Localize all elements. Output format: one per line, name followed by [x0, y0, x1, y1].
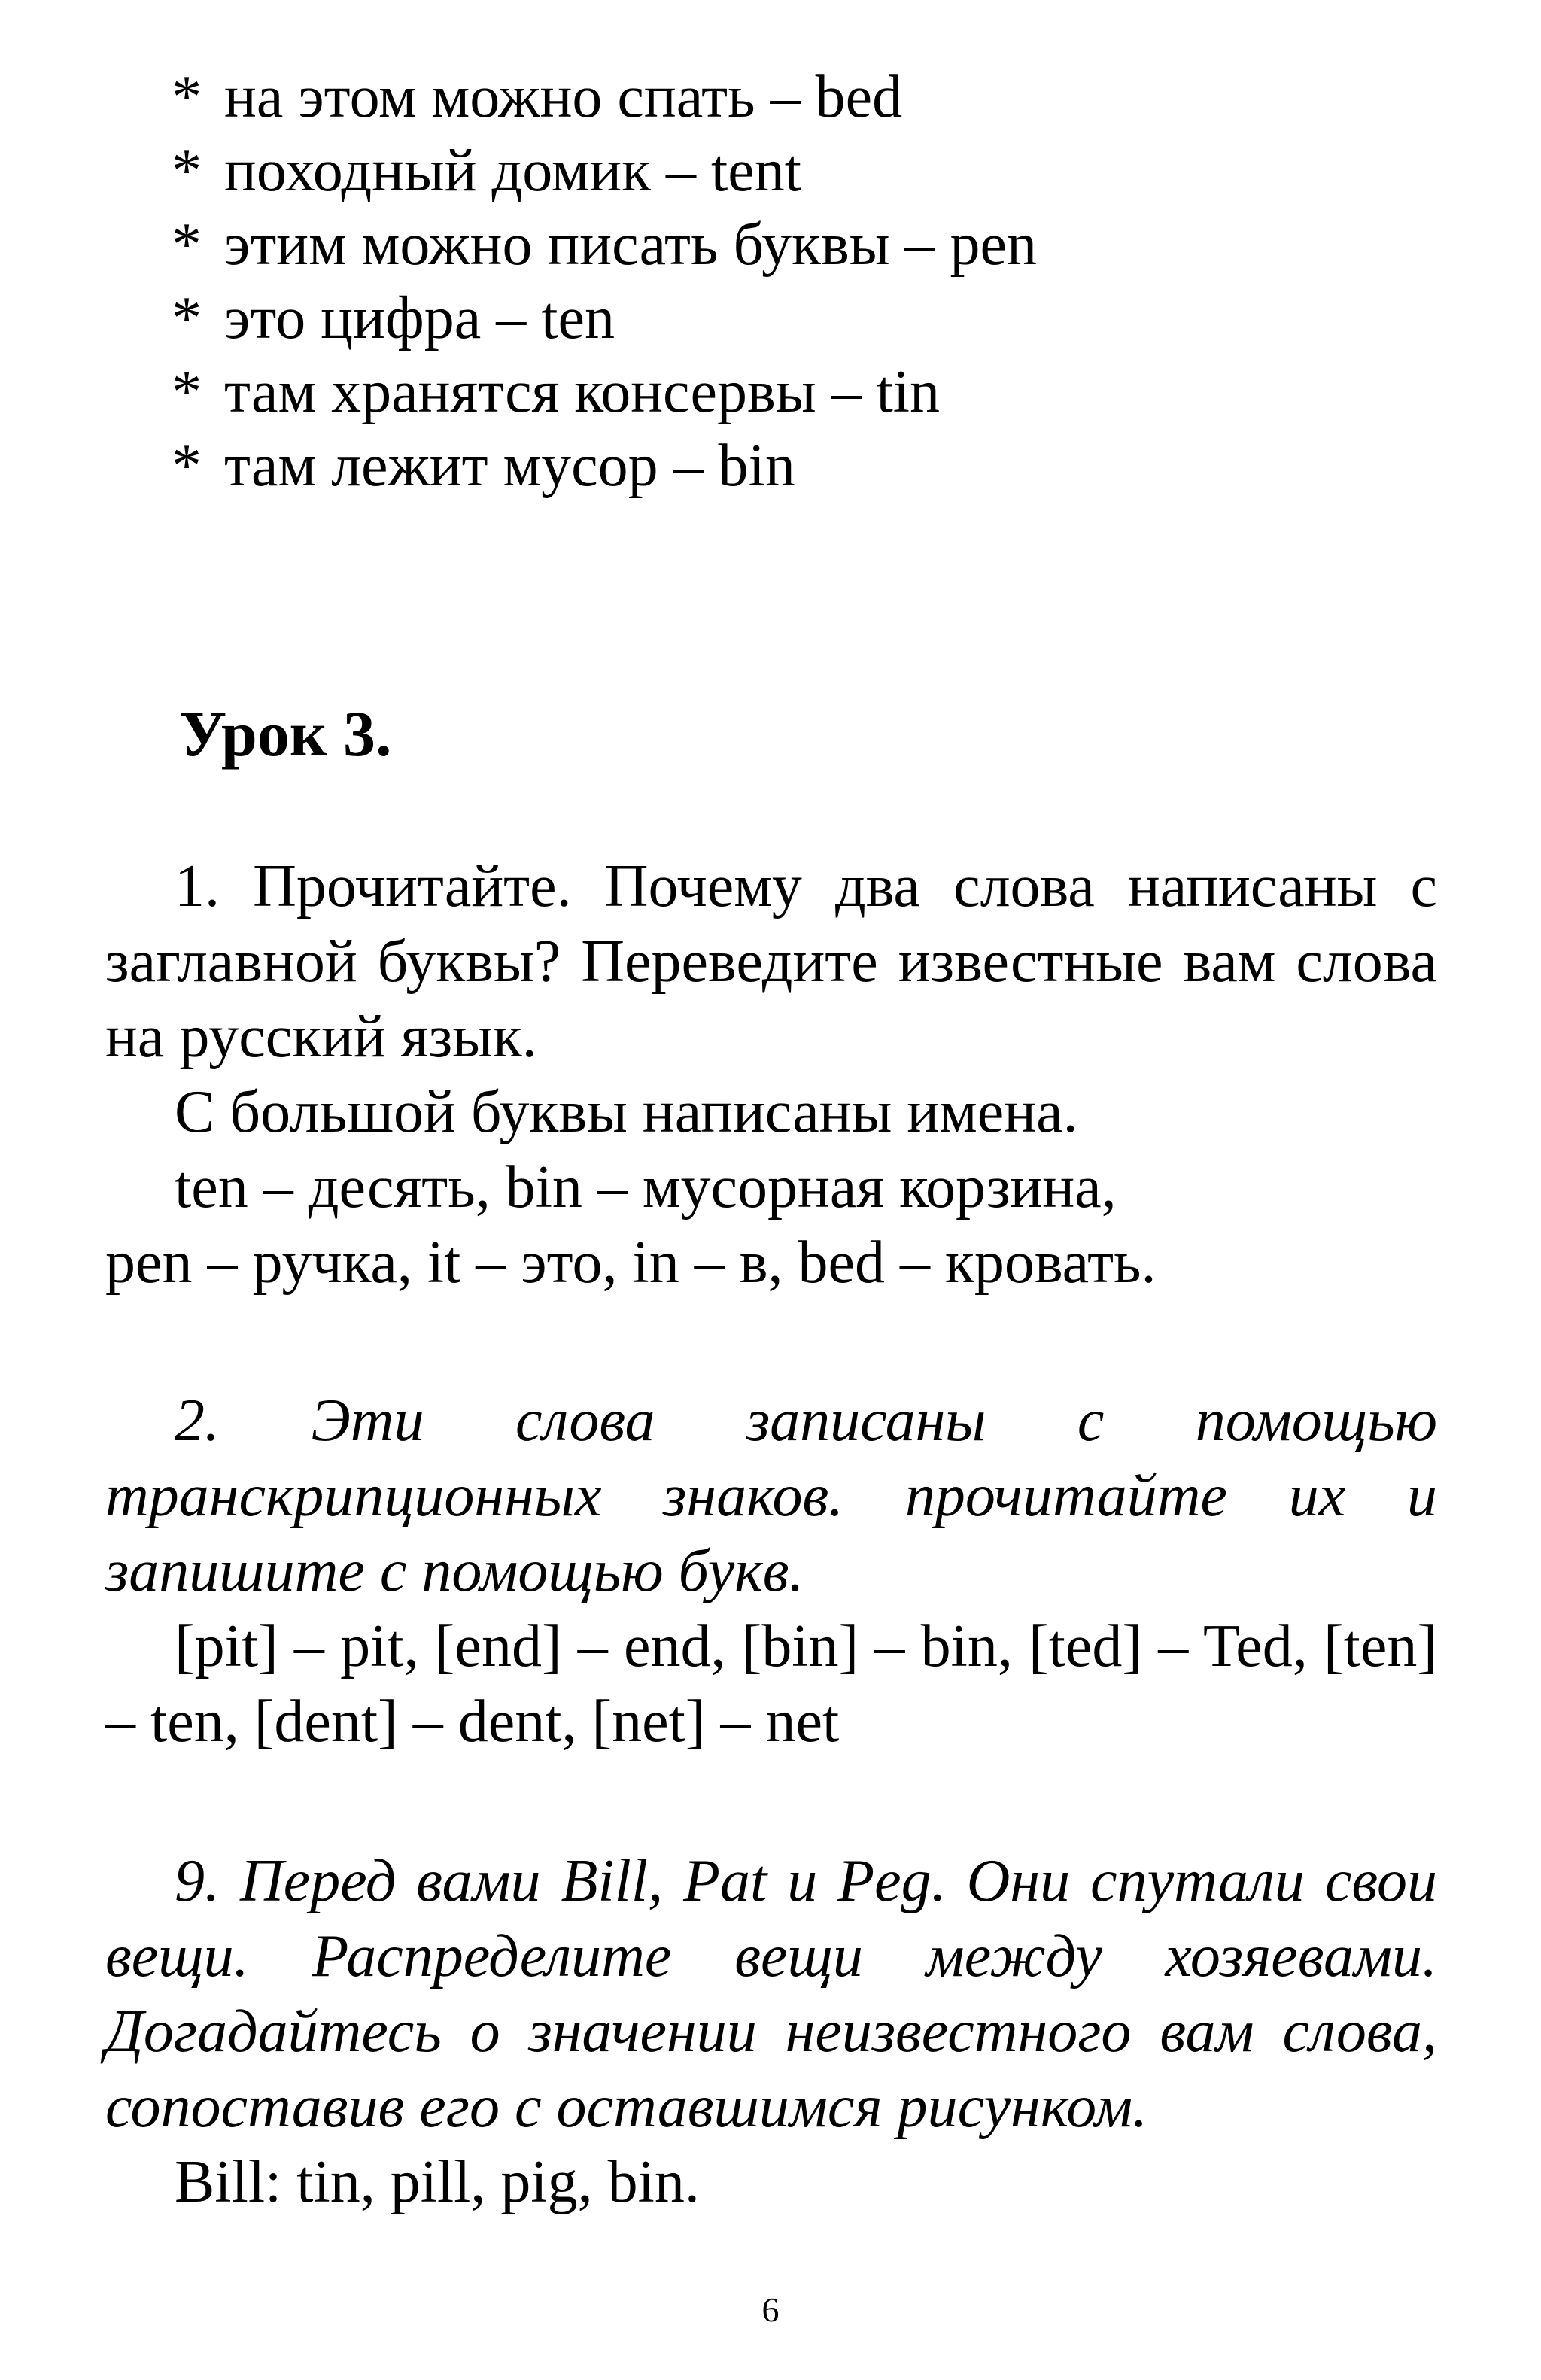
list-item: [172, 134, 1037, 208]
task-9-prompt: 9. Перед вами Bill, Pat и Peg. Они спутали свои вещи. Распределите вещи между хозяевами. Догадайтесь о значении неизвестного вам слова, сопоставив его с оставшимся рисунком.: [105, 1848, 1437, 2140]
lesson-title: Урок 3.: [179, 698, 392, 770]
list-item-text: там лежит мусор – bin: [224, 433, 795, 499]
list-item-text: там хранятся консервы – tin: [224, 359, 941, 425]
list-item: [172, 281, 1037, 355]
bullet-star: *: [172, 285, 202, 351]
bullet-star: *: [172, 64, 202, 130]
bullet-star: *: [172, 138, 202, 204]
task-9: [105, 1844, 1437, 2220]
task-2: [105, 1383, 1437, 1759]
list-item-text: на этом можно спать – bed: [224, 64, 903, 130]
list-item-text: этим можно писать буквы – pen: [224, 211, 1037, 278]
list-item: [172, 355, 1037, 429]
bullet-star: *: [172, 433, 202, 499]
task-1-answer-line-1: С большой буквы написаны имена.: [175, 1079, 1078, 1145]
list-item-text: это цифра – ten: [224, 285, 615, 351]
task-9-answer: Bill: tin, pill, pig, bin.: [175, 2149, 700, 2215]
task-2-prompt: 2. Эти слова записаны с помощью транскрипционных знаков. прочитайте их и запишите с помощью букв.: [105, 1388, 1437, 1604]
vocab-list: [172, 60, 1037, 503]
task-1-answer-line-2: ten – десять, bin – мусорная корзина,: [175, 1154, 1117, 1220]
task-2-answer: [pit] – pit, [end] – end, [bin] – bin, [ted] – Ted, [ten] – ten, [dent] – dent, [net] – net: [105, 1613, 1437, 1755]
list-item-text: походный домик – tent: [224, 138, 801, 204]
task-1-prompt: 1. Прочитайте. Почему два слова написаны с заглавной буквы? Переведите известные вам слова на русский язык.: [105, 853, 1437, 1070]
task-1-answer-line-3: pen – ручка, it – это, in – в, bed – кровать.: [105, 1230, 1157, 1296]
list-item: [172, 429, 1037, 503]
task-1: [105, 849, 1437, 1300]
list-item: [172, 60, 1037, 134]
bullet-star: *: [172, 211, 202, 278]
bullet-star: *: [172, 359, 202, 425]
list-item: [172, 208, 1037, 281]
page-number: 6: [761, 2290, 780, 2329]
